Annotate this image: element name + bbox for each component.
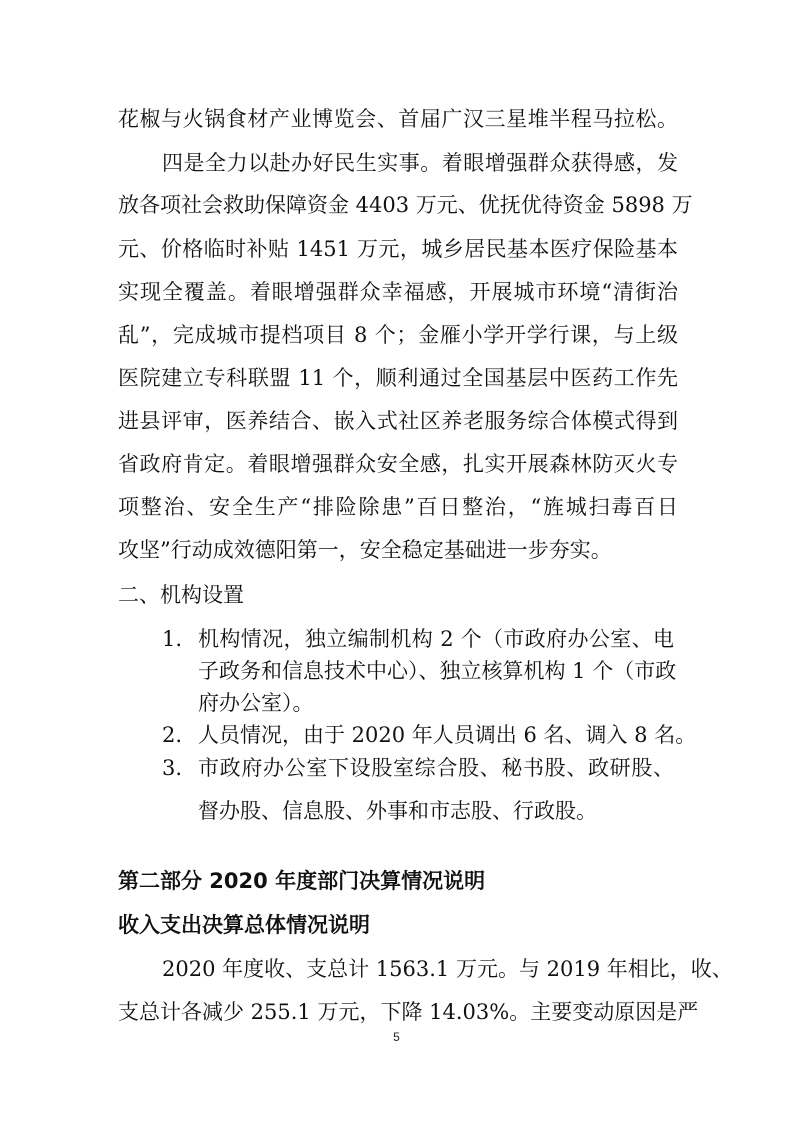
subsection-heading: 收入支出决算总体情况说明 xyxy=(118,913,370,937)
paragraph-line: 乱”，完成城市提档项目 8 个；金雁小学开学行课，与上级 xyxy=(118,323,678,347)
paragraph-line: 实现全覆盖。着眼增强群众幸福感，开展城市环境“清街治 xyxy=(118,280,678,304)
paragraph-line: 攻坚”行动成效德阳第一，安全稳定基础进一步夯实。 xyxy=(118,538,612,562)
list-item-line: 府办公室）。 xyxy=(198,691,314,715)
list-item-number: 3. xyxy=(162,756,183,780)
list-item-line: 人员情况，由于 2020 年人员调出 6 名、调入 8 名。 xyxy=(198,723,697,747)
list-item-number: 1. xyxy=(162,627,183,651)
list-item-line: 市政府办公室下设股室综合股、秘书股、政研股、 xyxy=(198,756,674,780)
paragraph-line: 元、价格临时补贴 1451 万元，城乡居民基本医疗保险基本 xyxy=(118,237,678,261)
list-item-line: 机构情况，独立编制机构 2 个（市政府办公室、电 xyxy=(198,627,674,651)
paragraph-line: 2020 年度收、支总计 1563.1 万元。与 2019 年相比，收、 xyxy=(162,957,733,981)
paragraph-line: 支总计各减少 255.1 万元，下降 14.03%。主要变动原因是严 xyxy=(118,1000,699,1024)
paragraph-line: 省政府肯定。着眼增强群众安全感，扎实开展森林防灭火专 xyxy=(118,452,678,476)
part-heading: 第二部分 2020 年度部门决算情况说明 xyxy=(118,869,486,893)
list-item-number: 2. xyxy=(162,723,183,747)
list-item-line: 子政务和信息技术中心）、独立核算机构 1 个（市政 xyxy=(198,659,677,683)
list-item-line: 督办股、信息股、外事和市志股、行政股。 xyxy=(198,799,597,823)
list-item xyxy=(162,753,198,783)
paragraph-line: 四是全力以赴办好民生实事。着眼增强群众获得感，发 xyxy=(162,151,678,175)
page-number: 5 xyxy=(393,1030,400,1044)
paragraph-line: 放各项社会救助保障资金 4403 万元、优抚优待资金 5898 万 xyxy=(118,193,693,217)
paragraph-line: 进县评审，医养结合、嵌入式社区养老服务综合体模式得到 xyxy=(118,409,678,433)
paragraph-line: 花椒与火锅食材产业博览会、首届广汉三星堆半程马拉松。 xyxy=(118,107,678,131)
list-item xyxy=(162,720,198,750)
paragraph-line: 医院建立专科联盟 11 个，顺利通过全国基层中医药工作先 xyxy=(118,366,678,390)
paragraph-line: 项整治、安全生产“排险除患”百日整治，“旌城扫毒百日 xyxy=(118,495,678,519)
list-item xyxy=(162,624,198,654)
section-heading: 二、机构设置 xyxy=(118,583,244,607)
